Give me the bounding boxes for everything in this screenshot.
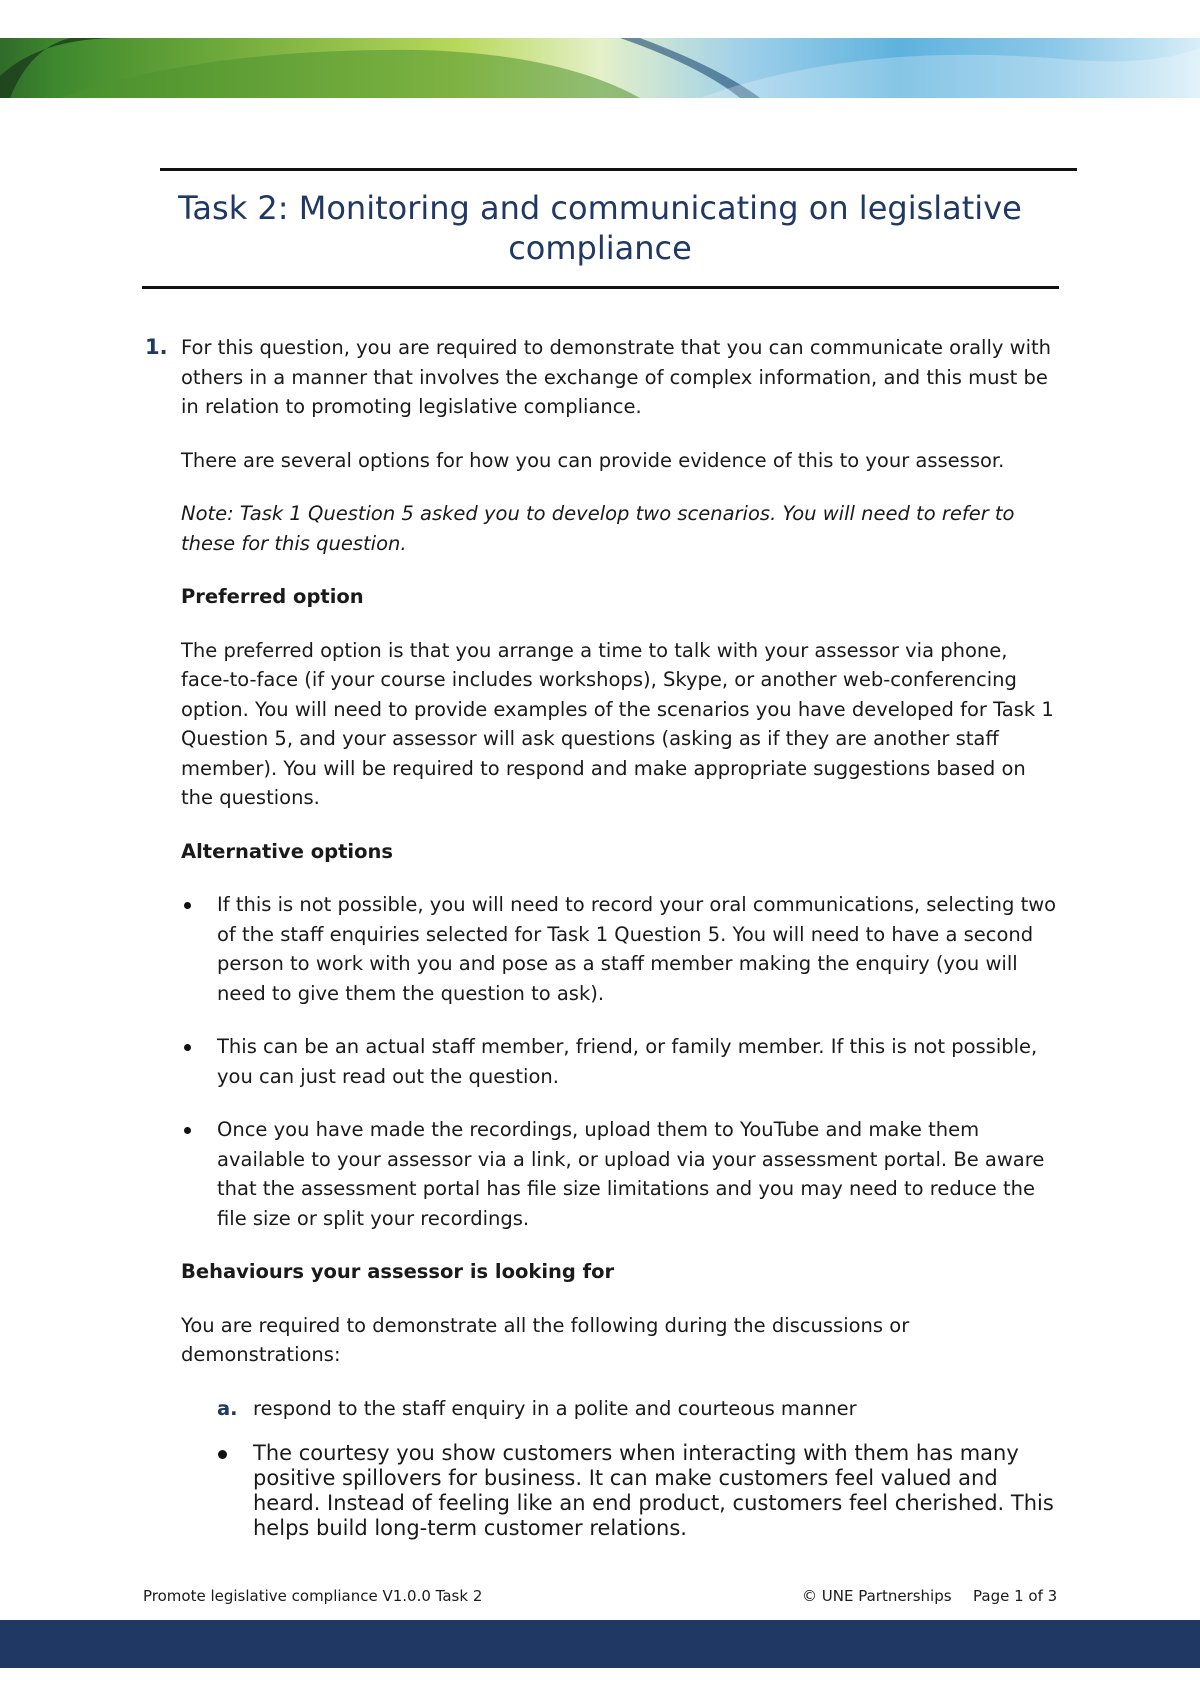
options-intro: There are several options for how you can provide evidence of this to your assessor.	[181, 448, 1005, 472]
item-letter: a.	[217, 1396, 238, 1420]
alternative-options-list	[181, 890, 1061, 1233]
footer-bar	[0, 1620, 1200, 1668]
list-item	[181, 1032, 1061, 1091]
banner-swoosh-graphic	[0, 38, 1200, 98]
bullet-text: If this is not possible, you will need to record your oral communications, selecting two of the staff enquiries selected for Task 1 Question 5. You will need to have a second person to work with you and pose as a staff member making the enquiry (you will need to give them the question to ask).	[217, 893, 1057, 1005]
behaviours-heading: Behaviours your assessor is looking for	[181, 1260, 615, 1283]
question-number: 1.	[145, 335, 168, 359]
bullet-icon	[184, 1044, 191, 1051]
question-content	[145, 333, 1061, 1541]
page-title: Task 2: Monitoring and communicating on legislative compliance	[178, 189, 1022, 267]
behaviours-intro: You are required to demonstrate all the following during the discussions or demonstrations:	[181, 1313, 910, 1366]
footer-copyright: © UNE Partnerships	[802, 1587, 952, 1605]
item-text: respond to the staff enquiry in a polite and courteous manner	[253, 1396, 857, 1420]
bullet-icon	[184, 902, 191, 909]
preferred-option-heading: Preferred option	[181, 585, 364, 608]
question-intro: For this question, you are required to demonstrate that you can communicate orally with others in a manner that involves the exchange of complex information, and this must be in relation to promoting legislative compliance.	[181, 336, 1051, 418]
bullet-text: This can be an actual staff member, friend, or family member. If this is not possible, you can just read out the question.	[217, 1035, 1038, 1088]
list-item	[181, 1115, 1061, 1233]
bullet-icon	[184, 1127, 191, 1134]
task-note: Note: Task 1 Question 5 asked you to develop two scenarios. You will need to refer to these for this question.	[181, 502, 1015, 555]
footer-page-number: Page 1 of 3	[973, 1587, 1058, 1605]
behaviour-item-a	[181, 1394, 1061, 1424]
courtesy-bullet	[181, 1441, 1061, 1541]
footer-document-title: Promote legislative compliance V1.0.0 Task 2	[143, 1587, 483, 1605]
header-banner	[0, 38, 1200, 98]
courtesy-text: The courtesy you show customers when interacting with them has many positive spillovers for business. It can make customers feel valued and heard. Instead of feeling like an end product, customers feel cherished. This helps build long-term customer relations.	[253, 1441, 1054, 1540]
alternative-options-heading: Alternative options	[181, 839, 393, 863]
list-item	[181, 890, 1061, 1008]
bullet-text: Once you have made the recordings, upload them to YouTube and make them available to your assessor via a link, or upload via your assessment portal. Be aware that the assessment portal has file size limitations and you may need to reduce the file size or split your recordings.	[217, 1118, 1045, 1230]
preferred-option-text: The preferred option is that you arrange a time to talk with your assessor via phone, face-to-face (if your course includes workshops), Skype, or another web-conferencing option. You will need to provide examples of the scenarios you have developed for Task 1 Question 5, and your assessor will ask questions (asking as if they are another staff member). You will be required to respond and make appropriate suggestions based on the questions.	[181, 638, 1054, 809]
title-rule-bottom	[142, 286, 1059, 289]
title-rule-top	[160, 168, 1077, 171]
bullet-icon	[218, 1450, 227, 1459]
